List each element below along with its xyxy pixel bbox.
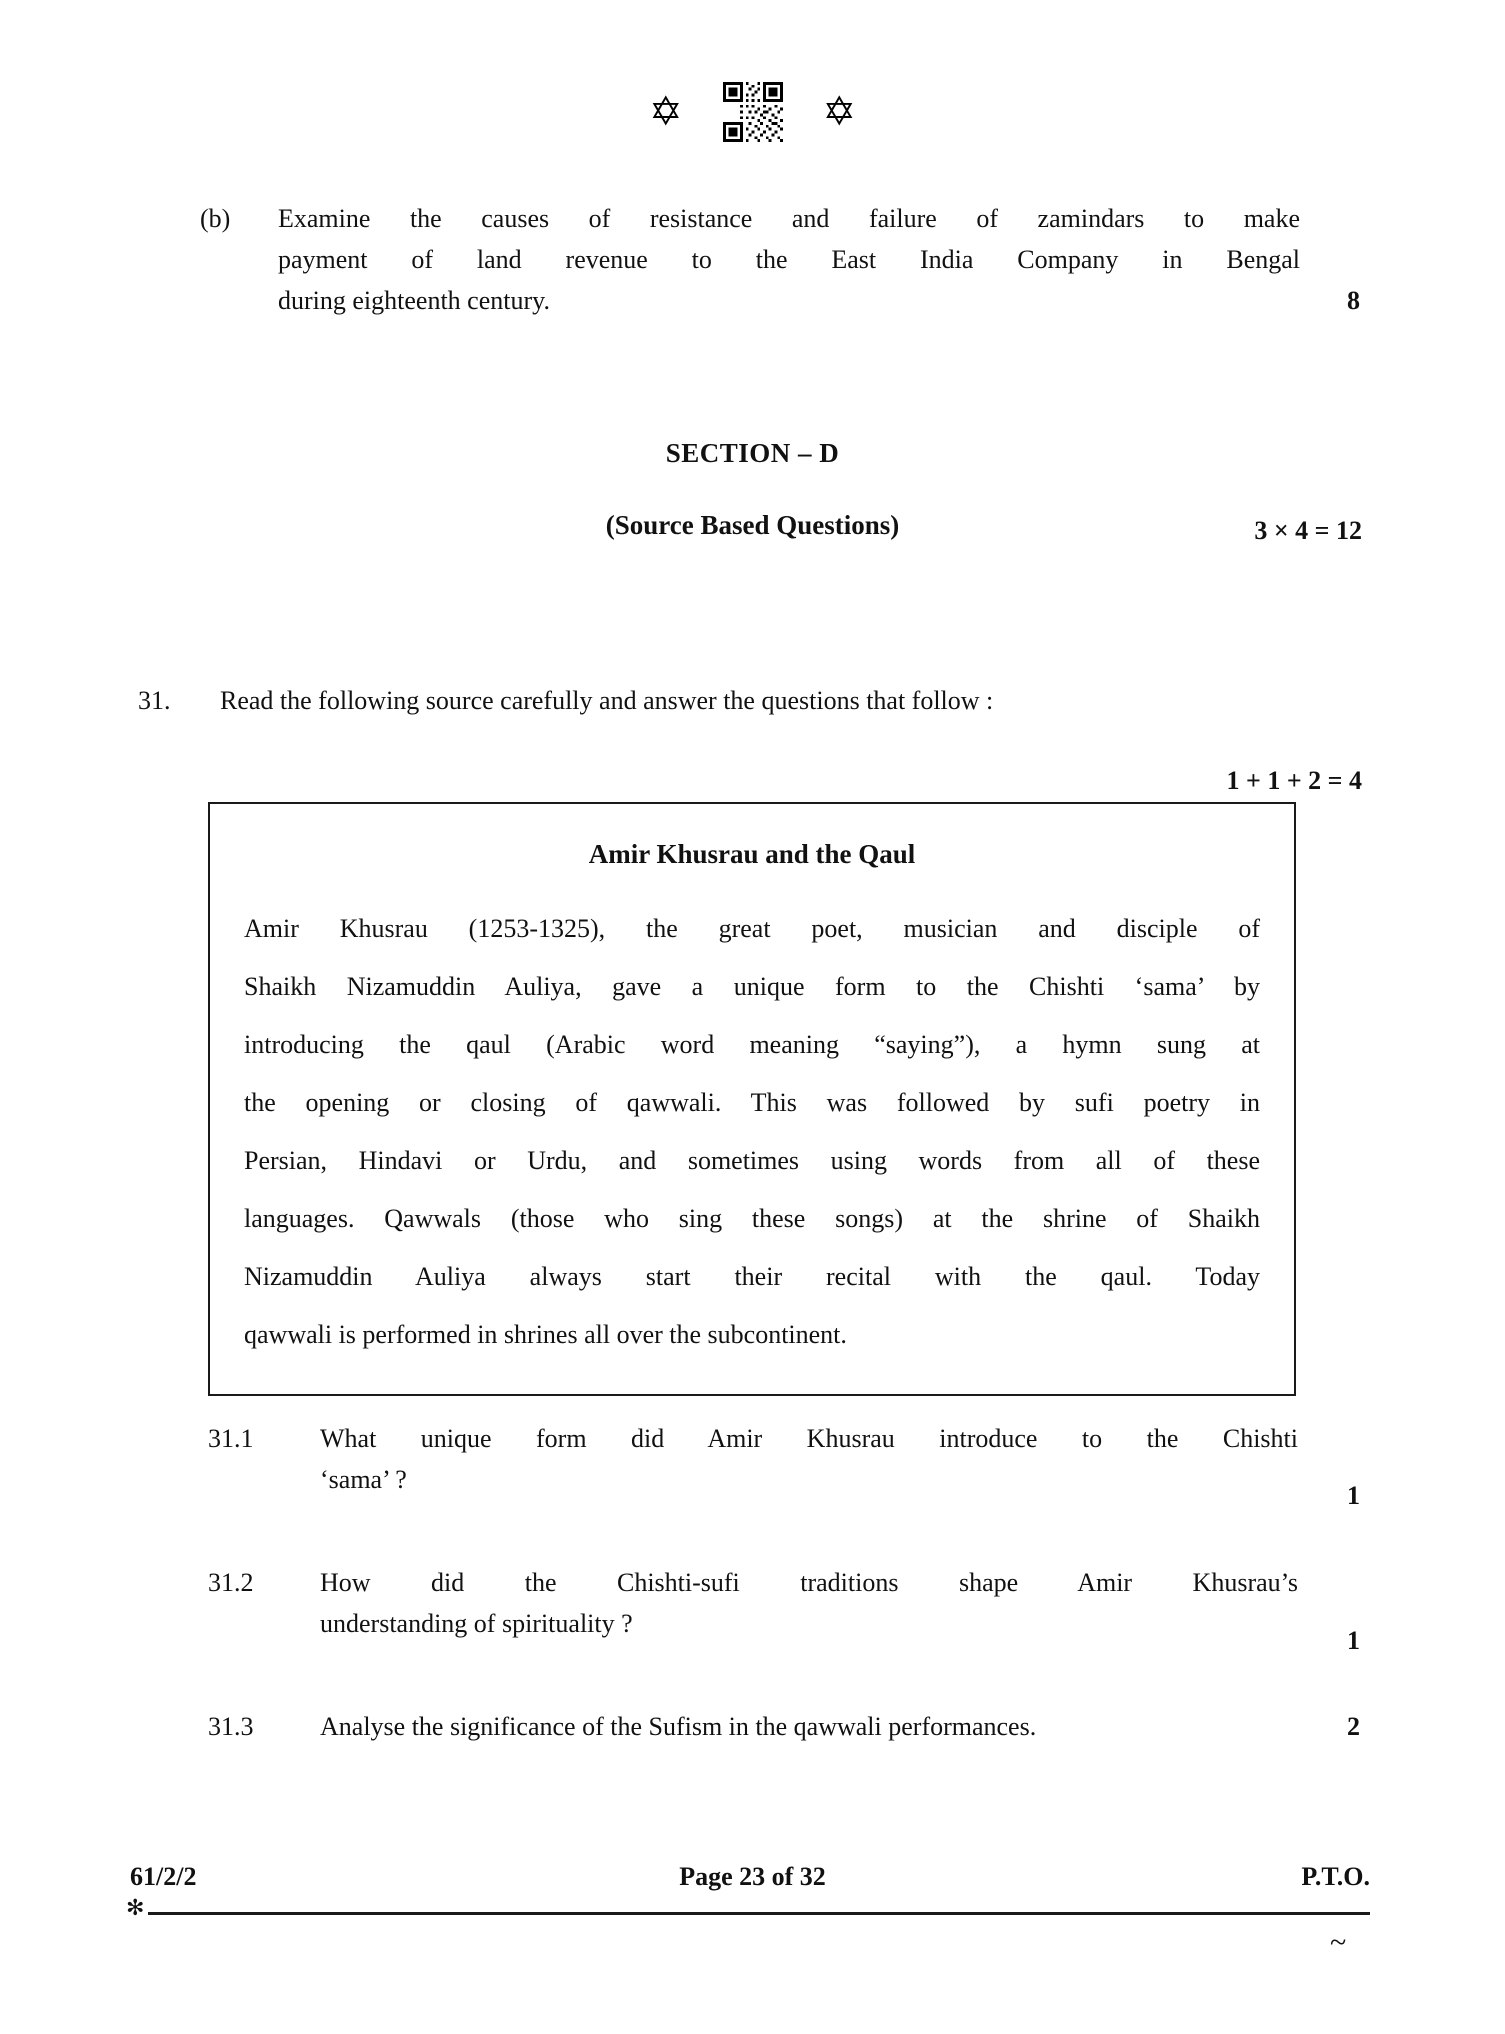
question-b-line: during eighteenth century. xyxy=(278,286,550,315)
source-line: languages. Qawwals (those who sing these songs) at the shrine of Shaikh xyxy=(244,1204,1260,1234)
source-line: qawwali is performed in shrines all over the subcontinent. xyxy=(244,1320,847,1350)
sub-question-31-1-text xyxy=(320,1418,1298,1500)
source-box-text xyxy=(244,900,1260,1364)
paper-code: 61/2/2 xyxy=(130,1862,197,1891)
sub-question-31-2-marks: 1 xyxy=(1347,1626,1360,1655)
qr-code-icon xyxy=(723,82,783,142)
sub-question-31-3-marks: 2 xyxy=(1347,1712,1360,1741)
question-31 xyxy=(138,680,1363,721)
sub-question-31-2-text xyxy=(320,1562,1298,1644)
question-31-label: 31. xyxy=(138,686,171,715)
sub-question-31-1-label: 31.1 xyxy=(208,1424,254,1453)
source-line: Persian, Hindavi or Urdu, and sometimes using words from all of these xyxy=(244,1146,1260,1176)
sub-question-31-3-label: 31.3 xyxy=(208,1712,254,1741)
page-header-marks xyxy=(0,82,1505,142)
section-subheading: (Source Based Questions) xyxy=(605,510,900,540)
asterisk-icon: ✻ xyxy=(126,1896,145,1921)
pto-label: P.T.O. xyxy=(1301,1862,1370,1891)
question-31-marks: 1 + 1 + 2 = 4 xyxy=(1226,766,1362,795)
page-footer xyxy=(0,1862,1505,1959)
source-box-title: Amir Khusrau and the Qaul xyxy=(588,839,916,869)
sub-question-31-3-text: Analyse the significance of the Sufism in the qawwali performances. xyxy=(320,1712,1037,1741)
sub-question-31-1 xyxy=(208,1418,1298,1500)
source-line: Amir Khusrau (1253-1325), the great poet, musician and disciple of xyxy=(244,914,1260,944)
sub-question-31-2 xyxy=(208,1562,1298,1644)
sub-question-31-1-marks: 1 xyxy=(1347,1481,1360,1510)
question-b-line: payment of land revenue to the East India Company in Bengal xyxy=(278,245,1300,274)
source-line: Nizamuddin Auliya always start their recital with the qaul. Today xyxy=(244,1262,1260,1292)
sub-question-31-2-label: 31.2 xyxy=(208,1568,254,1597)
source-line: Shaikh Nizamuddin Auliya, gave a unique form to the Chishti ‘sama’ by xyxy=(244,972,1260,1002)
question-31-text: Read the following source carefully and answer the questions that follow : xyxy=(220,686,994,715)
page-number: Page 23 of 32 xyxy=(679,1862,826,1891)
question-b-marks: 8 xyxy=(1347,286,1360,315)
sub-question-line: What unique form did Amir Khusrau introduce to the Chishti xyxy=(320,1424,1298,1453)
source-line: introducing the qaul (Arabic word meaning “saying”), a hymn sung at xyxy=(244,1030,1260,1060)
sub-question-31-3 xyxy=(208,1706,1298,1747)
sub-question-line: understanding of spirituality ? xyxy=(320,1609,633,1638)
source-line: the opening or closing of qawwali. This was followed by sufi poetry in xyxy=(244,1088,1260,1118)
tilde-icon: ~ xyxy=(1330,1926,1347,1959)
question-b xyxy=(200,198,1300,321)
star-of-david-icon-left: ✡ xyxy=(648,89,683,135)
question-b-line: Examine the causes of resistance and failure of zamindars to make xyxy=(278,204,1300,233)
sub-question-line: ‘sama’ ? xyxy=(320,1465,407,1494)
question-b-text xyxy=(278,198,1300,321)
question-b-label: (b) xyxy=(200,204,231,233)
source-box xyxy=(208,802,1296,1396)
sub-question-line: How did the Chishti-sufi traditions shape Amir Khusrau’s xyxy=(320,1568,1298,1597)
star-of-david-icon-right: ✡ xyxy=(822,89,857,135)
footer-divider xyxy=(148,1912,1370,1915)
section-heading: SECTION – D xyxy=(665,438,840,468)
section-marks: 3 × 4 = 12 xyxy=(1254,516,1362,545)
